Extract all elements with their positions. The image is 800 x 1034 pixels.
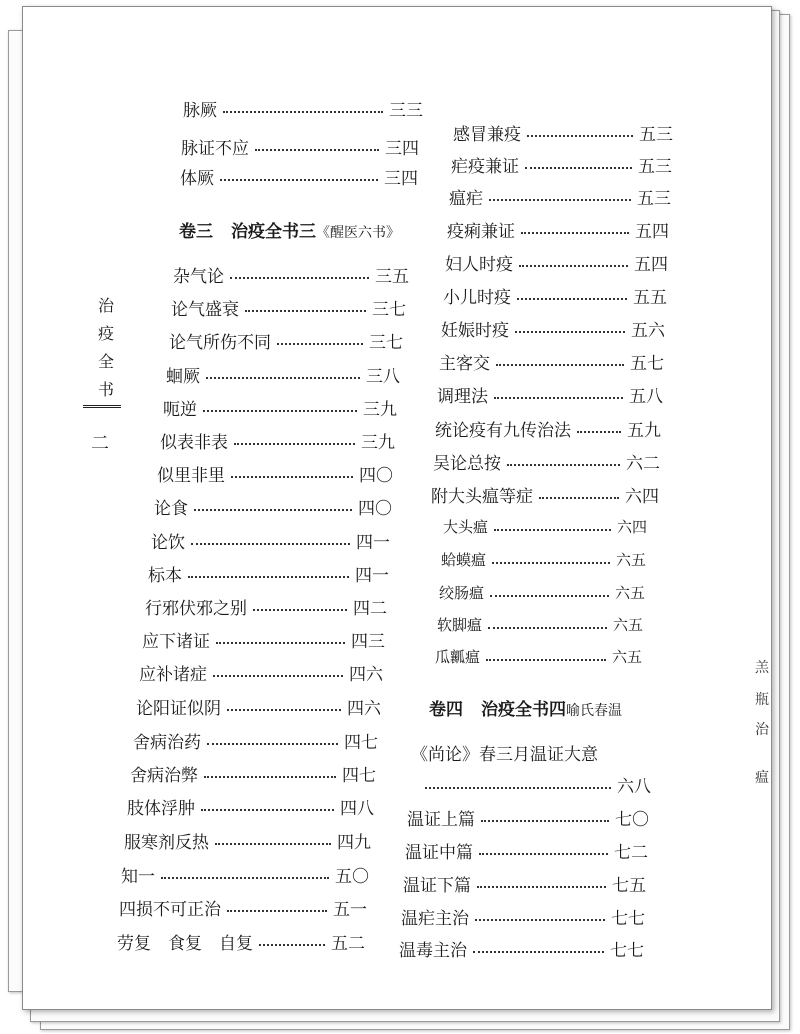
toc-entry-continuation bbox=[425, 771, 651, 797]
toc-entry bbox=[171, 294, 406, 320]
section-heading-vol3 bbox=[179, 217, 400, 242]
toc-entry bbox=[136, 693, 381, 719]
leader-dots bbox=[216, 642, 345, 644]
entry-page: 七〇 bbox=[615, 809, 649, 830]
toc-entry bbox=[431, 481, 659, 507]
leader-dots bbox=[496, 364, 624, 366]
toc-entry bbox=[166, 361, 400, 387]
toc-entry bbox=[447, 216, 669, 242]
toc-entry bbox=[449, 183, 671, 209]
toc-entry bbox=[154, 493, 392, 519]
entry-title: 论食 bbox=[154, 498, 188, 519]
entry-title: 温毒主治 bbox=[399, 940, 467, 961]
toc-entry bbox=[169, 327, 403, 353]
leader-dots bbox=[215, 843, 331, 845]
leader-dots bbox=[425, 787, 611, 789]
entry-page: 六五 bbox=[614, 583, 645, 602]
leader-dots bbox=[255, 149, 379, 151]
toc-sub-entry bbox=[437, 611, 643, 637]
entry-title: 论阳证似阴 bbox=[136, 698, 221, 719]
entry-page: 三八 bbox=[366, 366, 400, 387]
toc-entry bbox=[145, 593, 387, 619]
toc-entry bbox=[139, 659, 383, 685]
entry-page: 三四 bbox=[385, 138, 419, 159]
toc-entry bbox=[142, 626, 385, 652]
leader-dots bbox=[486, 659, 606, 661]
bleed-through-text: 瘟 bbox=[755, 770, 769, 786]
leader-dots bbox=[475, 919, 605, 921]
toc-entry bbox=[180, 163, 418, 189]
entry-title: 似表非表 bbox=[160, 432, 228, 453]
entry-page: 五五 bbox=[633, 287, 667, 308]
entry-title: 似里非里 bbox=[157, 465, 225, 486]
entry-title: 服寒剂反热 bbox=[124, 832, 209, 853]
margin-title-char: 治 bbox=[97, 296, 114, 315]
toc-entry-heading bbox=[411, 739, 651, 765]
entry-title: 瘟疟 bbox=[449, 188, 483, 209]
entry-title: 蛤蟆瘟 bbox=[441, 550, 487, 569]
leader-dots bbox=[194, 509, 352, 511]
toc-entry bbox=[119, 894, 367, 920]
entry-title: 妊娠时疫 bbox=[441, 320, 509, 341]
leader-dots bbox=[494, 397, 623, 399]
leader-dots bbox=[227, 709, 341, 711]
entry-page: 四九 bbox=[337, 832, 371, 853]
entry-page: 六五 bbox=[611, 647, 642, 666]
toc-entry bbox=[148, 560, 389, 586]
entry-title: 肢体浮肿 bbox=[127, 798, 195, 819]
entry-page: 四〇 bbox=[358, 498, 392, 519]
entry-page: 三七 bbox=[372, 299, 406, 320]
volume-label: 卷四 bbox=[429, 700, 463, 720]
leader-dots bbox=[539, 497, 619, 499]
entry-title: 调理法 bbox=[437, 386, 488, 407]
entry-page: 四〇 bbox=[359, 465, 393, 486]
leader-dots bbox=[490, 595, 609, 597]
entry-page: 五〇 bbox=[335, 866, 369, 887]
leader-dots bbox=[277, 343, 363, 345]
entry-page: 七二 bbox=[614, 842, 648, 863]
leader-dots bbox=[207, 743, 338, 745]
entry-page: 五四 bbox=[634, 254, 668, 275]
margin-rule bbox=[83, 405, 121, 408]
entry-page: 五八 bbox=[629, 386, 663, 407]
entry-page: 三七 bbox=[369, 332, 403, 353]
section-heading-vol4 bbox=[429, 695, 622, 720]
entry-title: 脉厥 bbox=[183, 100, 217, 121]
entry-page: 四二 bbox=[353, 598, 387, 619]
toc-entry bbox=[130, 760, 376, 786]
toc-sub-entry bbox=[443, 513, 647, 539]
entry-page: 三九 bbox=[361, 432, 395, 453]
leader-dots bbox=[245, 310, 366, 312]
leader-dots bbox=[527, 135, 633, 137]
entry-page: 五三 bbox=[638, 156, 672, 177]
leader-dots bbox=[481, 820, 609, 822]
entry-page: 四六 bbox=[347, 698, 381, 719]
toc-entry bbox=[443, 282, 667, 308]
leader-dots bbox=[259, 944, 325, 946]
toc-entry bbox=[399, 935, 644, 961]
toc-entry bbox=[173, 261, 409, 287]
entry-title: 舍病治药 bbox=[133, 732, 201, 753]
entry-page: 三三 bbox=[389, 100, 423, 121]
entry-page: 五三 bbox=[637, 188, 671, 209]
toc-entry bbox=[133, 727, 378, 753]
leader-dots bbox=[521, 232, 629, 234]
entry-title: 脉证不应 bbox=[181, 138, 249, 159]
toc-entry bbox=[121, 861, 369, 887]
entry-page: 四一 bbox=[355, 565, 389, 586]
leader-dots bbox=[517, 298, 627, 300]
toc-entry bbox=[124, 827, 371, 853]
volume-label: 卷三 bbox=[179, 222, 213, 242]
entry-title: 小儿时疫 bbox=[443, 287, 511, 308]
leader-dots bbox=[488, 627, 607, 629]
leader-dots bbox=[231, 476, 353, 478]
entry-title: 行邪伏邪之别 bbox=[145, 598, 247, 619]
entry-page: 五三 bbox=[639, 124, 673, 145]
entry-page: 三五 bbox=[375, 266, 409, 287]
entry-title: 呃逆 bbox=[163, 399, 197, 420]
volume-name: 治疫全书三 bbox=[231, 222, 316, 242]
entry-title: 统论疫有九传治法 bbox=[435, 420, 571, 441]
leader-dots bbox=[473, 951, 604, 953]
entry-title: 论饮 bbox=[151, 532, 185, 553]
entry-title: 温证上篇 bbox=[407, 809, 475, 830]
entry-page: 五二 bbox=[331, 933, 365, 954]
toc-sub-entry bbox=[441, 546, 646, 572]
entry-title: 舍病治弊 bbox=[130, 765, 198, 786]
leader-dots bbox=[253, 609, 347, 611]
document-page bbox=[22, 6, 772, 1010]
entry-page: 四一 bbox=[356, 532, 390, 553]
entry-page: 四七 bbox=[344, 732, 378, 753]
leader-dots bbox=[227, 910, 327, 912]
entry-page: 五九 bbox=[627, 420, 661, 441]
margin-title-char: 书 bbox=[97, 380, 114, 399]
entry-title: 《尚论》春三月温证大意 bbox=[411, 744, 598, 765]
entry-page: 七七 bbox=[611, 908, 645, 929]
entry-title: 应补诸症 bbox=[139, 664, 207, 685]
entry-title: 大头瘟 bbox=[443, 517, 489, 536]
leader-dots bbox=[494, 529, 611, 531]
entry-page: 七七 bbox=[610, 940, 644, 961]
toc-entry bbox=[163, 394, 397, 420]
entry-page: 七五 bbox=[612, 875, 646, 896]
leader-dots bbox=[479, 853, 608, 855]
entry-page: 五四 bbox=[635, 221, 669, 242]
toc-entry bbox=[437, 381, 663, 407]
entry-page: 四六 bbox=[349, 664, 383, 685]
entry-title: 杂气论 bbox=[173, 266, 224, 287]
entry-page: 五七 bbox=[630, 353, 664, 374]
entry-title: 蛔厥 bbox=[166, 366, 200, 387]
entry-title: 绞肠瘟 bbox=[439, 583, 485, 602]
leader-dots bbox=[206, 377, 360, 379]
margin-title-char: 疫 bbox=[97, 324, 114, 343]
toc-entry bbox=[403, 870, 646, 896]
bleed-through-text: 羔 bbox=[755, 660, 769, 676]
entry-page: 六二 bbox=[626, 453, 660, 474]
entry-title: 温疟主治 bbox=[401, 908, 469, 929]
leader-dots bbox=[220, 179, 378, 181]
toc-entry bbox=[445, 249, 668, 275]
entry-page: 四三 bbox=[351, 631, 385, 652]
leader-dots bbox=[492, 562, 610, 564]
volume-source: 喻氏春温 bbox=[566, 703, 622, 719]
toc-entry bbox=[439, 348, 664, 374]
toc-entry bbox=[157, 460, 393, 486]
entry-page: 四八 bbox=[340, 798, 374, 819]
toc-entry bbox=[407, 804, 649, 830]
leader-dots bbox=[525, 167, 632, 169]
entry-title: 论气盛衰 bbox=[171, 299, 239, 320]
entry-title: 瓜瓤瘟 bbox=[435, 647, 481, 666]
entry-title: 妇人时疫 bbox=[445, 254, 513, 275]
entry-title: 附大头瘟等症 bbox=[431, 486, 533, 507]
leader-dots bbox=[204, 776, 336, 778]
toc-entry bbox=[433, 448, 660, 474]
toc-entry bbox=[117, 928, 365, 954]
entry-title: 温证中篇 bbox=[405, 842, 473, 863]
leader-dots bbox=[507, 464, 620, 466]
leader-dots bbox=[234, 443, 355, 445]
toc-entry bbox=[435, 415, 661, 441]
toc-entry bbox=[127, 793, 374, 819]
entry-page: 六四 bbox=[625, 486, 659, 507]
leader-dots bbox=[477, 886, 606, 888]
entry-page: 六四 bbox=[616, 517, 647, 536]
margin-book-title bbox=[95, 292, 117, 404]
volume-source: 《醒医六书》 bbox=[316, 225, 400, 241]
toc-sub-entry bbox=[435, 643, 642, 669]
toc-entry bbox=[151, 527, 390, 553]
leader-dots bbox=[203, 410, 357, 412]
entry-page: 五一 bbox=[333, 899, 367, 920]
leader-dots bbox=[515, 331, 625, 333]
toc-entry bbox=[451, 151, 672, 177]
entry-title: 主客交 bbox=[439, 353, 490, 374]
volume-name: 治疫全书四 bbox=[481, 700, 566, 720]
toc-entry bbox=[401, 903, 645, 929]
toc-entry bbox=[441, 315, 665, 341]
entry-title: 疫痢兼证 bbox=[447, 221, 515, 242]
entry-title: 知一 bbox=[121, 866, 155, 887]
entry-page: 五六 bbox=[631, 320, 665, 341]
toc-entry bbox=[453, 119, 673, 145]
page-number: 二 bbox=[91, 433, 109, 454]
entry-title: 温证下篇 bbox=[403, 875, 471, 896]
bleed-through-text: 瓶 bbox=[755, 692, 769, 708]
entry-page: 三九 bbox=[363, 399, 397, 420]
entry-page: 三四 bbox=[384, 168, 418, 189]
entry-title: 标本 bbox=[148, 565, 182, 586]
leader-dots bbox=[188, 576, 349, 578]
margin-title-char: 全 bbox=[97, 352, 114, 371]
leader-dots bbox=[161, 877, 329, 879]
entry-title: 吴论总按 bbox=[433, 453, 501, 474]
entry-title: 四损不可正治 bbox=[119, 899, 221, 920]
entry-title: 软脚瘟 bbox=[437, 615, 483, 634]
entry-title: 疟疫兼证 bbox=[451, 156, 519, 177]
entry-page: 六八 bbox=[617, 776, 651, 797]
entry-title: 感冒兼疫 bbox=[453, 124, 521, 145]
leader-dots bbox=[577, 431, 621, 433]
toc-entry bbox=[181, 133, 419, 159]
toc-entry bbox=[405, 837, 648, 863]
leader-dots bbox=[489, 199, 631, 201]
leader-dots bbox=[223, 111, 383, 113]
entry-page: 六五 bbox=[615, 550, 646, 569]
leader-dots bbox=[230, 277, 369, 279]
entry-title: 应下诸证 bbox=[142, 631, 210, 652]
toc-sub-entry bbox=[439, 579, 645, 605]
leader-dots bbox=[191, 543, 350, 545]
entry-page: 四七 bbox=[342, 765, 376, 786]
entry-page: 六五 bbox=[612, 615, 643, 634]
entry-title: 劳复 食复 自复 bbox=[117, 933, 253, 954]
toc-entry bbox=[183, 95, 423, 121]
leader-dots bbox=[201, 809, 334, 811]
entry-title: 论气所伤不同 bbox=[169, 332, 271, 353]
bleed-through-text: 治 bbox=[755, 722, 769, 738]
entry-title: 体厥 bbox=[180, 168, 214, 189]
leader-dots bbox=[213, 675, 343, 677]
leader-dots bbox=[519, 265, 628, 267]
toc-entry bbox=[160, 427, 395, 453]
